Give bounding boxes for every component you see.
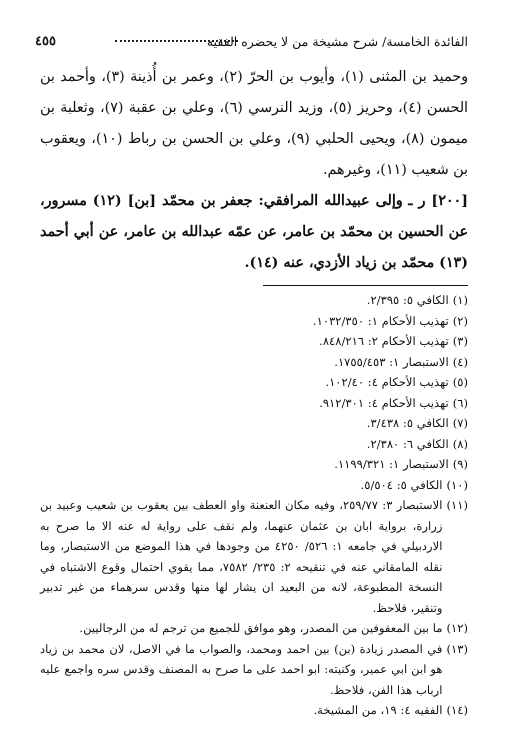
footnote (40, 352, 468, 373)
footnote-number: (١٠) (446, 477, 468, 492)
footnote (40, 331, 468, 352)
footnote-number: (١٢) (446, 621, 468, 635)
footnote-number: (١٣) (446, 641, 468, 656)
footnote (40, 618, 468, 639)
footnote (40, 475, 468, 496)
footnote-text: الاستبصار ١: ١١٩٩/٣٢١. (334, 457, 449, 471)
footnote-text: الاستبصار ٣: ٢٥٩/٧٧، وفيه مكان العنعنة واو العطف بين يعقوب بن شعيب وعبيد بن زرارة، برواية ابان بن عثمان عنهما، ولم نقف على رواية له عنه الا ما صرح به الاردبيلي في جامعه ١: ٥٢٦/ ٤٢٥٠ من وجودها في هذا الموضع من الاستبصار، وما نقله المامقاني عنه في تنقيحه ٢: ٢٣٥/ ٧٥٨٢، مما يقوي احتمال وقوع الاشتباه في النسخة المطبوعة، لانه من البعيد ان يشار لها منها وقدس سرهماء من غير تدبير وتنقير، فلاحظ. (40, 498, 443, 615)
footnote (40, 372, 468, 393)
main-text (40, 62, 468, 279)
entry-number: [٢٠٠] ر ـ (408, 193, 468, 209)
footnote (40, 434, 468, 455)
footnote (40, 639, 468, 701)
footnote-number: (١٤) (446, 703, 468, 717)
footnote-number: (٨) (452, 436, 468, 451)
footnote-number: (٩) (452, 457, 468, 471)
footnote-number: (٧) (452, 416, 468, 430)
footnote-text: تهذيب الأحكام ٢: ٨٤٨/٢١٦. (319, 334, 449, 348)
entry-text: وإلى عبيدالله المرافقي: جعفر بن محمّد [بن] (١٢) مسرور، عن الحسين بن محمّد بن عامر، عن عمّه عبدالله بن عامر، عن أبي أحمد (١٣) محمّد بن زياد الأزدي، عنه (١٤). (40, 193, 468, 271)
footnote-text: الكافي ٥: ٣/٤٣٨. (366, 416, 449, 430)
footnote-separator (263, 285, 468, 286)
entry-paragraph (40, 186, 468, 279)
footnote-number: (١) (452, 293, 468, 307)
footnote-text: الاستبصار ١: ١٧٥٥/٤٥٣. (334, 354, 449, 369)
footnote-text: تهذيب الأحكام ٤: ١٠٢/٤٠. (325, 375, 449, 389)
footnote (40, 290, 468, 311)
footnote-text: تهذيب الأحكام ٤: ٩١٢/٣٠١. (319, 395, 449, 410)
footnote (40, 454, 468, 475)
footnote (40, 700, 468, 721)
header-title: الفائدة الخامسة/ شرح مشيخة من لا يحضره الفقيه (206, 33, 468, 49)
footnote (40, 393, 468, 414)
footnote-number: (١١) (446, 498, 468, 512)
footnote-text: تهذيب الأحكام ١: ١٠٣٢/٣٥٠. (312, 313, 449, 328)
header-dotted-leader (115, 40, 238, 42)
footnote-text: الفقيه ٤: ١٩، من المشيخة. (313, 703, 443, 717)
footnote-text: الكافي ٥: ٥/٥٠٤. (360, 477, 443, 492)
footnote-number: (٥) (452, 375, 468, 389)
body-paragraph: وحميد بن المثنى (١)، وأيوب بن الحرّ (٢)، وعمر بن أُذينة (٣)، وأحمد بن الحسن (٤)، وحريز (٥)، وزيد النرسي (٦)، وعلي بن عقبة (٧)، وثعلبة بن ميمون (٨)، ويحيى الحلبي (٩)، وعلي بن الحسن بن رباط (١٠)، ويعقوب بن شعيب (١١)، وغيرهم. (40, 69, 469, 178)
footnote-text: الكافي ٥: ٢/٣٩٥. (366, 293, 449, 307)
footnote-text: الكافي ٦: ٢/٣٨٠. (366, 436, 449, 451)
footnote-number: (٤) (452, 354, 468, 369)
footnote (40, 495, 468, 618)
running-header (35, 30, 468, 52)
footnote-text: ما بين المعقوفين من المصدر، وهو موافق للجميع من ترجم له من الرجاليين. (79, 621, 443, 635)
footnote (40, 311, 468, 332)
footnotes (40, 290, 468, 721)
footnote-number: (٢) (452, 313, 468, 328)
page-number: ٤٥٥ (35, 33, 56, 49)
footnote (40, 413, 468, 434)
footnote-text: في المصدر زيادة (بن) بين احمد ومحمد، والصواب ما في الاصل، لان محمد بن زياد هو ابن ابي عمير، وكنيته: ابو احمد على ما صرح به المصنف وقدس سره واجمع عليه ارباب هذا الفن، فلاحظ. (40, 641, 443, 697)
footnote-number: (٣) (452, 334, 468, 348)
footnote-number: (٦) (452, 395, 468, 410)
